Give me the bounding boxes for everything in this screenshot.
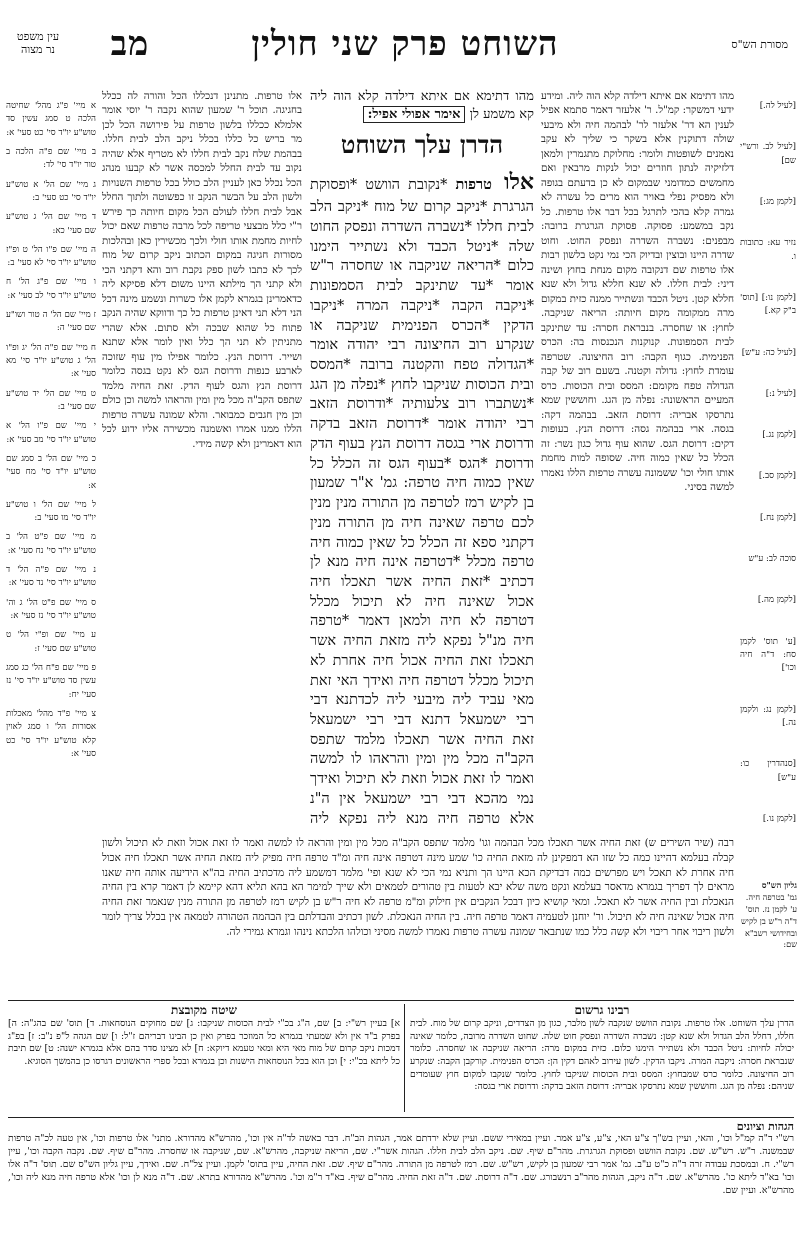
ein-mishpat-entry: כ מיי' שם הל' ב סמג שם טוש"ע יו"ד סי' מח סעי' א: [6,453,96,491]
lower-commentary [102,836,734,986]
ein-mishpat-entry: י מיי' שם פ"ו הל' א טוש"ע יו"ד סי' מב סעי' א: [6,421,96,445]
bottom-separator [8,1000,794,1001]
mesorah-note: [לקמן נג: ולקמן נה.] [740,704,796,728]
shita-mekubetzet [8,1003,400,1115]
ein-mishpat-entry: פ מיי' שם פ"ח הל' כג סמג עשין סד טוש"ע יו"ד סי' נז סעי' יח: [6,662,96,700]
mesorah-note: [סנהדרין כו: ע"ש] [740,759,796,783]
gemara-block [310,88,534,830]
ein-mishpat-entry: ח מיי' שם פ"ה הל' יג ופ"ו הל' ג טוש"ע יו"ד סי' מא סעי' א: [6,342,96,380]
masoret-label: מסורת הש"ס [731,38,788,51]
opening-rest: טרפות [455,176,492,194]
ein-mishpat-entry: ד מיי' שם הל' ג טוש"ע שם סעי' כא: [6,212,96,236]
ein-mishpat-entry: ו מיי' שם פ"ג הל' ח טוש"ע יו"ד סי' לב סעי' א: [6,277,96,301]
mesorah-note: [לקמן נו:] [תוס' ב"ק קא.] [740,292,796,317]
ein-mishpat-entry: ע מיי' שם ופ"י הל' ט טוש"ע שם סעי' ז: [6,630,96,654]
ein-mishpat-entry: ל מיי' שם הל' ו טוש"ע יו"ד סי' מו סעי' ב: [6,499,96,524]
right-lower-notes [741,880,797,1000]
ein-mishpat-entry: ט מיי' שם הל' יד טוש"ע שם סעי' ב: [6,388,96,412]
ein-mishpat-entry: ס מיי' שם פ"ט הל' ג וה' טוש"ע יו"ד סי' נז סעי' א: [6,597,96,621]
rabenu-gershom-body: הדרן עלך השוחט. אלו טרפות. נקובת הוושט שנקבה לשון מלבר, כגון מן הצדדים, וניקב קרום של מוח. לבית חללו, דחלל הלב הגדול ולא שנא קטן: נשברה השדרה ונפסק חוט שלה. שחוט השדרה מרובה, כלומר שאינה יכולה לחיות: ניטל הכבד ולא נשתייר הימנו כלום. כזית במקום מרה: הריאה שניקבה או שחסרה. כלומר שנבראת חסרה: ניקבה המרה. ניקבו הדקין. לשון עירוב לאהם דקין הן: הכרס הפנימית. קורקבן הקבה: שנקרע רוב החיצונה. כלומר כרס שמבחוץ: המסס ובית הכוסות שניקבו לחוץ. כלומר שנקבו למקום חוץ שעומדים שניהם: נפלה מן הגג. וחוששין שמא נתרסקו אבריה: דרוסת הזאב בדקה: ודרוסת ארי בגסה: [410,1018,794,1093]
ein-mishpat-entry: מ מיי' שם פ"ט הל' ב טוש"ע יו"ד סי' נח סעי' א: [6,532,96,556]
ein-mishpat-entry: צ מיי' פ"ד מהל' מאכלות אסורות הל' ו סמג לאוין קלא טוש"ע יו"ד סי' כט סעי' א: [6,708,96,759]
mesorah-note: [לקמן נו.] [762,813,796,824]
mesorah-note: [לקמן נג.] [762,430,796,441]
mesorah-note: סוכה לב: ע"ש [748,554,796,565]
shita-heading: שיטה מקובצת [171,1003,237,1017]
mishna-text [310,168,534,830]
page-number: מב [110,24,150,64]
bottom-column-divider [404,1004,405,1112]
ein-mishpat-entry: ה מיי' שם פ"ו הל' ט ופ"ז טוש"ע יו"ד סי' לא סעי' ב: [6,244,96,269]
gemara-intro [310,88,534,124]
mesorah-note: [לעיל כה: ע"ש] [741,347,796,358]
tosafot-body: אלו טרפות. מתנינן דנכללו הכל והורה לה ככלל בחגיגה. תוכל ר' שמעון שהוא נקבה ר' יוסי אומר אלמלא ככללו בלשון טרפות על פירושה הכל לכן מר בריש כל כללו בכלל ניקב הלב לבית חללו. בבהמת שלח נקב לבית חללו לא מטריף אלא שהיה נקוב עד לבית החלל למכסה אשר לא קבעו מנהג הכל נכלל כאן לעניין הלב כולל בכל טרפות השנויות ולשון הלב על הבשר הנקב זו כפשוטה ולתוך החלל אבל לבית חללו לעולם הכל מקום חיותה כך פירש ר"י כלל מבצעי טריפה לכל מרבה טרפות שאם יכול לחיות מחמת אותו חולי ולכך מכשירין כאן ובהלכות מסורות חגיגה במקום הכתוב ניקב קרום של מוח לכך לא כתבו לשון ספק נקבת רוב והא דקתני הכי ולא קתני הך מילתא היינו משום דלא פסיקא ליה כדאמרינן בגמרא לקמן אלו כשרות ונשמע מינה דכל הני דלא תני דאינן טרפות כל כך ודווקא שהיה הנקב פתוח כל שהוא שבכה ולא סתום. אלא שהרי מתניתין לא תני הך כלל ואין לומר אלא שתנא ושייר. דרוסת הנץ. כלומר אפילו מין עוף שזוכה לארבע כנפות ודרוסת הגס לא נקט בגסה כלומר דרוסת הנץ והגס לעוף הדק. זאת החיה מלמד שתפס הקב"ה מכל מין ומין והראהו למשה וכן כולם וכן מין חגבים כמבואר. והלא שמונה עשרה טרפות הללו ממנו אמרו ואשמנה מכשירה אליו ידוע לכל הוא דאמרינן ולא קשה מידי. [102,91,302,450]
hadran-title: הדרן עלך השוחט [340,130,504,160]
mesorah-note: [לעיל נ:] [765,388,796,399]
ein-mishpat-label: עין משפט נר מצוה [16,30,60,57]
page-header [0,0,802,80]
rashi-body: מהו דתימא אם איתא דילדה קלא הוה ליה. ומידע ידעי דמשקר: קמ"ל. ר' אלעזר דאמר סתמא אפיל לענין הא דר' אלעזר לר' לבהמה חיה ולא מיבעי שולה דתוקנין אלא בשקר כי שליך לא עקב נאמנים לשופטות ולומר: מחלוקת מתגמרין ולמאן דלזיקיה לנתון חוזרים יכול לנקות מרבאין ואם מחמשים כמדומני שבמקום לא כן בדעתם בגופה ולא מפסיק נפלי באויר הוא מרים כל עשרה לא גמרה קלא בהכי לתרגל בכל דבר אלו טרפות. כל נקב במשמע: פסוקה. פסוקת הגרגרת ברובה: מבפנים: נשברה השדרה ונפסק החוט. וחוט שדרה היינו ובוצין ובדיוק הכי נמי נקט בלשון רבות אלו טרפות שם דנקובה מקום מנחת בחוץ ושינה דיני: לבית חללו. לא שנא חללא גדול ולא שנא חללא קטן. ניטל הכבד ונשתייר ממנה כזית במקום מרה ממקומה מקום חיותה: הריאה שניקבה. לחוץ: או שחסרה. בנבראת חסרה: עד שתינקב לבית הסמפונות. קנוקנות הנכנסות בה: הכרס הפנימית. כגוף הקבה: רוב החיצונה. שטרפה עומדת לחוץ: גדולה וקטנה. בשעם רוב של קבה הגדולה טפח מקומם: המסס ובית הכוסות. כרס המעיים הראשונה: נפלה מן הגג. וחוששין שמא נתרסקו אבריה: דרוסת הזאב. בבהמה דקה: בגסה. ארי בבהמה גסה: דרוסת הנץ. בעופות דקים: דרוסת הגס. שהוא עוף גדול כגון נשר: זה הכלל כל שאין כמוה חיה. שסופה למות מחמת אותו חולי וכו' ששמונה עשרה טרפות הללו נאמרו למשה בסיני. [541,91,734,494]
lower-commentary-body: רבה (שיר השירים ש) זאת החיה אשר תאכלו מכל הבהמה וגו' מלמד שתפס הקב"ה מכל מין ומין והראה לו למשה ואמר לו זאת אכול וזאת לא תיכול ולשון קבלה בעלמא דהיינו כמה כל שזו הא דמפקינן לה מזאת החיה כו' שמע מינה דטרפה אינה חיה ומ"ד טרפה חיה מפיק ליה מזאת החיה אשר תאכלו חיה אכול חיה אחרת לא תאכל ויש מפרשים כמה דבדיקת הכא היינו הך ותניא נמי הכי לא שנא ופי' מלמד דמשמע ליה מדכתיב החיה בה"א הידיעה אותה חיה שאנו מראים לך דפריך בגמרא מדאסר בעלמא ונקט משה שלא יבא לטעות בין טהורים לטמאים ולא שייך למימר הא בהא תליא דהא קיימא לן דאמר קרא בין החיה הנאכלת ובין החיה אשר לא תאכל. ומאי קושיא כיון דבכל הנקבים אין חילוק ומ"מ טרפה לא חיה ר"ש בן לקיש רמז לטרפה מן התורה מנין שנאמר זאת החיה חיה אכול שאינה חיה לא תיכול. ור' יוחנן לטעמיה דאמר טרפה חיה. בין החיה הנאכלת. לשון דכתיב והבדלתם בין הבהמה הטהורה לטמאה אין בכלל צריך לומר ולשון ריבוי אחר ריבוי ולא קשה כלל כמו שנתבאר שמונה עשרה טרפות נאמרו למשה מסיני וכולהו הלכתא נינהו וגמרא גמירי לה. [102,837,734,938]
opening-word: אלו [503,169,534,196]
mesorah-note: [לקמן סב.] [758,471,796,482]
gemara-intro-text: מהו דתימא אם איתא דילדה קלא הוה ליה קא משמע לן [310,89,534,123]
ein-mishpat-entry: נ מיי' שם פ"ה הל' ד טוש"ע יו"ד סי' נד סעי' א: [6,565,96,589]
ein-mishpat-entry: ז מיי' שם הל' ה טור ושו"ע שם סעי' ה: [6,310,96,334]
gilyon-body: גמ' בטרפה חיה. ע' לקמן נז. תוס' ד"ה ר"ש בן לקיש ובחידושי רשב"א שם: [741,891,797,950]
boxed-phrase: אימר אפולי אפיל: [363,106,466,123]
ein-mishpat-entry: ג מיי' שם הל' א טוש"ע יו"ד סי' כט סעי' ב: [6,179,96,203]
ein-mishpat-entry: א מיי' פ"ג מהל' שחיטה הלכה ט סמג עשין סד טוש"ע יו"ד סי' כט סעי' א: [6,101,96,138]
shita-body: א] בעיין רש"י: ב] שם, ה"ג בכ"י לבית הכוסות שניקבו: ג] שם מחוקים הנוסחאות. ד] תוס' שם בהג"ה: ה] בפרק ב"ד אין ולא שמעתי בגמרא כל המוזכר בפרק ואין כן הבינו דבריהם ז"ל: ו] שם הגהה ל"פ נ"ב: ז] בפ"ג דמכות ניקב קרום של מוח מאי היא ומאי טעמא דיוקא: ח] לא מצינו סדר בהם אלא בגמרא ישנה: ט] שם תיבת כל ליתא בכ"י: י] וכן הוא בכל הנוסחאות הישנות וכן בגמרא ובכל ספרי הראשונים דגרסו כן בהמשך הסוגיא. [8,1018,400,1068]
rabenu-gershom-heading: רבינו גרשום [574,1003,630,1017]
mesorah-note: [לעיל לב. ורש"י שם] [740,142,796,166]
hagahot-vetziyunim [8,1120,794,1244]
mesorah-note: [לקמן מה.] [757,595,796,606]
mesorah-note: [לקמן מג:] [759,196,796,207]
mesorah-note: [לקמן נח.] [760,512,796,523]
rabenu-gershom [410,1003,794,1115]
hagahot-vetziyunim-body: רש"י ד"ה קמ"ל וכו', והאי, ועיין בש"ך צ"ע האי, צ"ע, צ"ע אמר. ועיין במאירי ששם. ועיין שלא ירדתם אמר, הגהות הב"ח. דבר באשה לד"ה אין וכו', מהרש"א מהדורא. מתני' אלו טרפות וכו', אין טעה לכ"ה טרפות שבמשנה. ר"ש. רש"ש. שם. נקובת הוושט ופסוקת הגרגרת. מהר"ם שיף. שם. ניקב הלב לבית חללו. הגהות אשר"י. שם, הריאה שניקבה, מהרש"א. שם, שניקבה או שחסרה. מהר"ם שיף. שם. נקבה הקבה וכו', עיין רש"י. ח. ובמסכת עבודה זרה ד"ה כ"ט ע"ב. גמ' אמר רבי שמעון בן לקיש, רש"ש. שם. רמז לטרפה מן התורה. מהר"ם שיף. שם. זאת החיה, עיין בתוס' לקמן. ועיין צל"ח. שם. ואידך, עיין גליון הש"ס שם. תוס' ד"ה אלו וכו' בא"ד ליתא כו'. מהרש"א. שם. ד"ה ניקב, הגהות מהר"ב רנשבורג. שם. ד"ה דרוסת. שם. ד"ה זאת החיה. מהר"ם שיף. בא"ד ר"מ וכו'. מהרש"א מהדורא בתרא. שם. ד"ה מנא לן וכו' אלא טרפה חיה מנא ליה וכו', מהרש"א. ועיין שם. [8,1133,794,1196]
gemara-body: *נקובת הוושט *ופסוקת הגרגרת *ניקב קרום של מוח *ניקב הלב לבית חללו *נשברה השדרה ונפסק החוט שלה *ניטל הכבד ולא נשתייר הימנו כלום *הריאה שניקבה או שחסרה ר"ש אומר *עד שתינקב לבית הסמפונות *ניקבה הקבה *ניקבה המרה *ניקבו הדקין *הכרס הפנימית שניקבה או שנקרע רוב החיצונה רבי יהודה אומר *הגדולה טפח והקטנה ברובה *המסס ובית הכוסות שניקבו לחוץ *נפלה מן הגג *נשתברו רוב צלעותיה *ודרוסת הזאב רבי יהודה אומר *דרוסת הזאב בדקה ודרוסת ארי בגסה דרוסת הנץ בעוף הדק ודרוסת *הגס *בעוף הגס זה הכלל כל שאין כמוה חיה טרפה: גמ' א"ר שמעון בן לקיש רמז לטרפה מן התורה מנין מנין לכם טרפה שאינה חיה מן התורה מנין דקתני ספא זה הכלל כל שאין כמוה חיה טרפה מכלל *דטרפה אינה חיה מנא לן דכתיב *זאת החיה אשר תאכלו חיה אכול שאינה חיה לא תיכול מכלל דטרפה לא חיה ולמאן דאמר *טרפה חיה מנ"ל נפקא ליה מזאת החיה אשר תאכלו זאת החיה אכול חיה אחרת לא תיכול מכלל דטרפה חיה ואידך האי זאת מאי עביד ליה מיבעי ליה לכדתנא דבי רבי ישמעאל דתנא דבי רבי ישמעאל זאת החיה אשר תאכלו מלמד שתפס הקב"ה מכל מין ומין והראהו לו למשה ואמר לו זאת אכול וזאת לא תיכול ואידך נמי מהכא דבי רבי ישמעאל אין ה"נ אלא טרפה חיה מנא ליה נפקא ליה [310,177,534,827]
hagahot-vetziyunim-heading: הגהות וציונים [736,1120,794,1133]
mesorah-note: [לעיל לה.] [759,101,796,111]
running-title: השוחט פרק שני חולין [251,24,559,64]
ein-mishpat-margin [6,100,96,890]
ein-mishpat-entry: ב מיי' שם פ"ה הלכה ב טור יו"ד סי' לד: [6,146,96,171]
mesorah-note: נזיר עא: כתובות ו. [740,238,796,262]
gilyon-heading: גליון הש"ס [761,880,797,890]
hagahot-separator [8,1117,794,1118]
tosafot-column [102,90,302,790]
mesorah-margin [740,100,796,860]
rashi-column [541,90,734,790]
mesorah-note: [ע' תוס' לקמן סח: ד"ה חיה וכו'] [740,636,796,674]
